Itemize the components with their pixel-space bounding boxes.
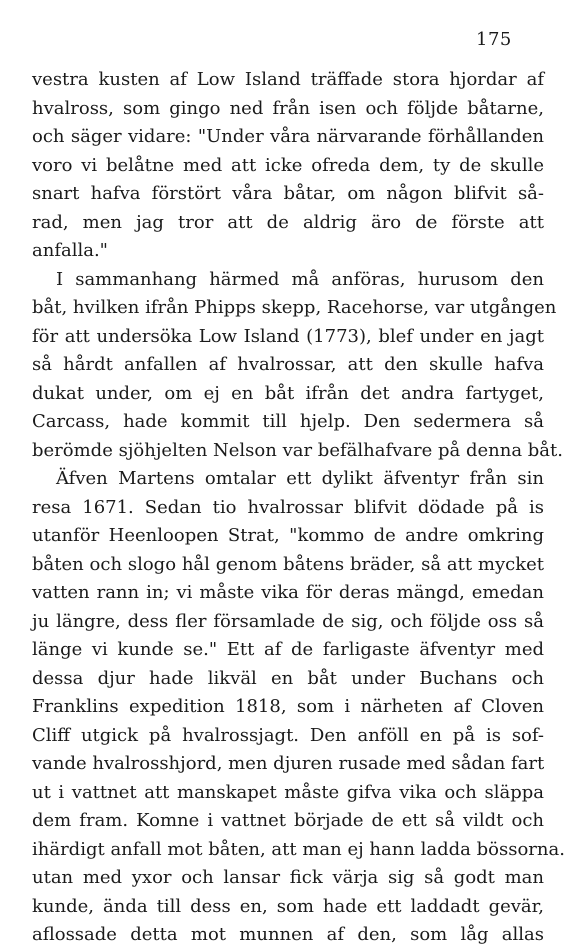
text-line: rad, men jag tror att de aldrig äro de förste att bbox=[32, 211, 544, 233]
text-line: Carcass, hade kommit till hjelp. Den sedermera så bbox=[32, 411, 544, 432]
text-line: Franklins expedition 1818, som i närheten af Cloven bbox=[32, 696, 544, 717]
text-line: vatten rann in; vi måste vika för deras mängd, emedan bbox=[32, 582, 544, 603]
text-line: vande hvalrosshjord, men djuren rusade med sådan fart bbox=[32, 753, 545, 774]
body-text bbox=[32, 66, 565, 950]
text-line: dessa djur hade likväl en båt under Buchans och bbox=[32, 667, 544, 689]
text-line: båt, hvilken ifrån Phipps skepp, Racehorse, var utgången bbox=[32, 297, 557, 318]
text-line: berömde sjöhjelten Nelson var befälhafvare på denna båt. bbox=[32, 439, 563, 461]
text-line: Cliff utgick på hvalrossjagt. Den anföll en på is sof- bbox=[32, 724, 544, 746]
text-line: länge vi kunde se." Ett af de farligaste äfventyr med bbox=[32, 639, 544, 660]
text-line: ut i vattnet att manskapet måste gifva vika och släppa bbox=[32, 781, 544, 803]
text-line: snart hafva förstört våra båtar, om någon blifvit så- bbox=[32, 183, 544, 204]
text-line: aflossade detta mot munnen af den, som låg allas bbox=[32, 924, 544, 945]
text-line: ju längre, dess fler församlade de sig, och följde oss så bbox=[32, 610, 544, 632]
text-line: anfalla." bbox=[32, 240, 108, 261]
text-line: hvalross, som gingo ned från isen och följde båtarne, bbox=[32, 97, 544, 119]
text-line: utanför Heenloopen Strat, "kommo de andre omkring bbox=[32, 525, 544, 546]
text-line: utan med yxor och lansar fick värja sig så godt man bbox=[32, 867, 544, 888]
text-line: för att undersöka Low Island (1773), blef under en jagt bbox=[32, 325, 544, 347]
text-line: vestra kusten af Low Island träffade stora hjordar af bbox=[32, 69, 544, 90]
text-line: Äfven Martens omtalar ett dylikt äfventyr från sin bbox=[56, 468, 544, 489]
text-line: så hårdt anfallen af hvalrossar, att den skulle hafva bbox=[32, 354, 544, 375]
text-line: kunde, ända till dess en, som hade ett laddadt gevär, bbox=[32, 895, 544, 917]
text-line: ihärdigt anfall mot båten, att man ej hann ladda bössorna. bbox=[32, 838, 565, 860]
page-number: 175 bbox=[476, 29, 512, 50]
text-line: dukat under, om ej en båt ifrån det andra fartyget, bbox=[32, 382, 544, 404]
text-line: båten och slogo hål genom båtens bräder, så att mycket bbox=[32, 553, 544, 575]
text-line: resa 1671. Sedan tio hvalrossar blifvit dödade på is bbox=[32, 496, 544, 518]
text-line: I sammanhang härmed må anföras, hurusom den bbox=[56, 268, 544, 290]
text-line: och säger vidare: "Under våra närvarande förhållanden bbox=[32, 126, 544, 147]
text-line: voro vi belåtne med att icke ofreda dem, ty de skulle bbox=[32, 154, 544, 176]
text-line: dem fram. Komne i vattnet började de ett så vildt och bbox=[32, 810, 544, 831]
